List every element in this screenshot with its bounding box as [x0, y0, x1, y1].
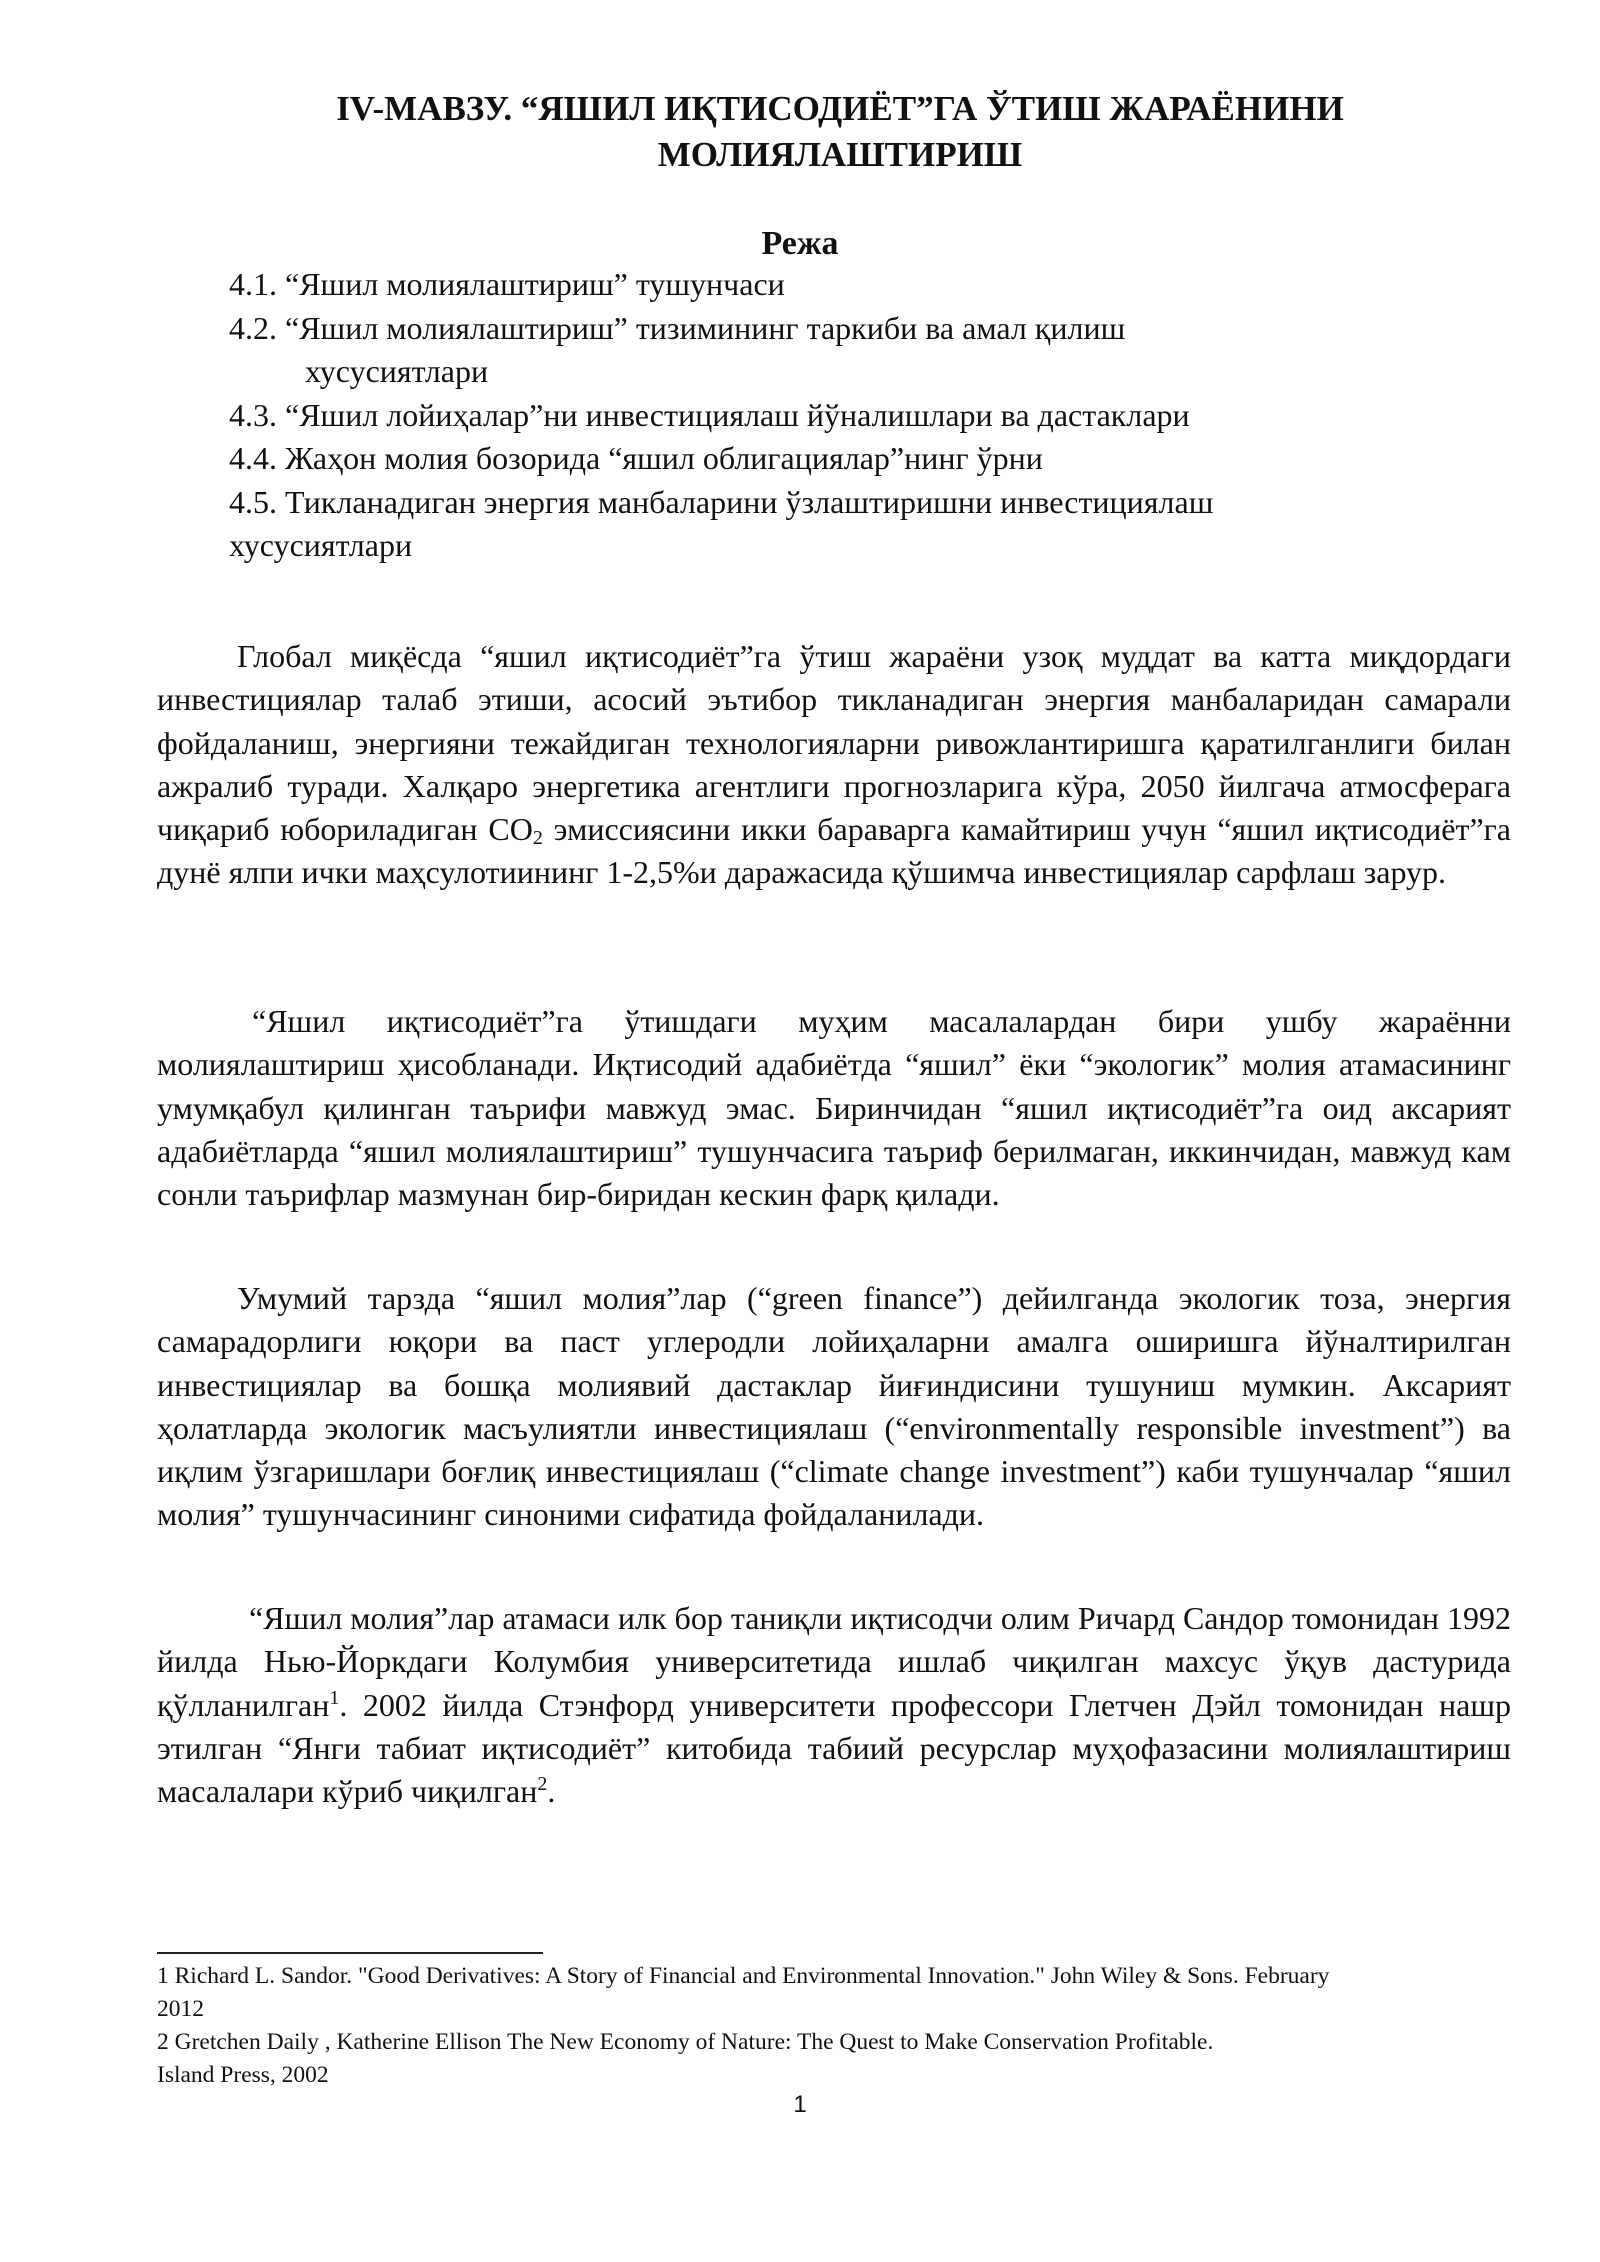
- page-number: 1: [793, 2091, 807, 2118]
- footnote-2-line-2: Island Press, 2002: [157, 2062, 329, 2088]
- paragraph-1: [157, 635, 1511, 895]
- paragraph-1-text: Глобал миқёсда “яшил иқтисодиёт”га ўтиш жараёни узоқ муддат ва катта миқдордаги инвестициялар талаб этиши, асосий эътибор тикланадиган энергия манбаларидан самарали фойдаланиш, энергияни тежайдиган технологияларни ривожлантиришга қаратилганлиги билан ажралиб туради. Халқаро энергетика агентлиги прогнозларига кўра, 2050 йилгача атмосферага чиқариб юбориладиган CO: [157, 638, 1511, 848]
- paragraph-4-text: “Яшил молия”лар атамаси илк бор таниқли иқтисодчи олим Ричард Сандор томонидан 1992 йилда Нью-Йоркдаги Колумбия университетида ишлаб чиқилган махсус ўқув дастурида қўлланилган: [157, 1600, 1511, 1723]
- footnotes: [157, 1960, 1527, 2092]
- co2-subscript: 2: [532, 827, 543, 850]
- plan-item-4-1: [229, 263, 1349, 307]
- plan-item-text: 4.2. “Яшил молиялаштириш” тизимининг таркиби ва амал қилиш: [229, 309, 1126, 346]
- title-line-2: МОЛИЯЛАШТИРИШ: [657, 135, 1023, 174]
- footnote-ref-1[interactable]: 1: [329, 1686, 340, 1709]
- plan-item-4-3: [229, 394, 1349, 438]
- plan-item-4-2: [229, 307, 1349, 394]
- plan-item-text: 4.1. “Яшил молиялаштириш” тушунчаси: [229, 266, 785, 302]
- plan-item-4-5: [229, 481, 1349, 568]
- plan-list: [229, 263, 1349, 568]
- plan-item-text: 4.4. Жаҳон молия бозорида “яшил облигациялар”нинг ўрни: [229, 440, 1043, 476]
- plan-item-text: 4.3. “Яшил лойиҳалар”ни инвестициялаш йўналишлари ва дастаклари: [229, 396, 1190, 433]
- plan-item-continuation: хусусиятлари: [305, 353, 489, 389]
- paragraph-4-text-end: .: [547, 1773, 556, 1810]
- title-line-1: IV-МАВЗУ. “ЯШИЛ ИҚТИСОДИЁТ”ГА ЎТИШ ЖАРАЁНИНИ: [336, 89, 1344, 128]
- plan-item-text: 4.5. Тикланадиган энергия манбаларини ўзлаштиришни инвестициялаш хусусиятлари: [229, 483, 1214, 563]
- plan-heading: Режа: [761, 225, 839, 262]
- footnote-1-line-2: 2012: [157, 1996, 204, 2022]
- plan-item-4-4: [229, 437, 1349, 481]
- paragraph-2: “Яшил иқтисодиёт”га ўтишдаги муҳим масалалардан бири ушбу жараённи молиялаштириш ҳисобланади. Иқтисодий адабиётда “яшил” ёки “экологик” молия атамасининг умумқабул қилинган таърифи мавжуд эмас. Биринчидан “яшил иқтисодиёт”га оид аксарият адабиётларда “яшил молиялаштириш” тушунчасига таъриф берилмаган, иккинчидан, мавжуд кам сонли таърифлар мазмунан бир-биридан кескин фарқ қилади.: [157, 1003, 1511, 1213]
- paragraph-3: Умумий тарзда “яшил молия”лар (“green finance”) дейилганда экологик тоза, энергия самарадорлиги юқори ва паст углеродли лойиҳаларни амалга оширишга йўналтирилган инвестициялар ва бошқа молиявий дастаклар йиғиндисини тушуниш мумкин. Аксарият ҳолатларда экологик масъулиятли инвестициялаш (“environmentally responsible investment”) ва иқлим ўзгаришлари боғлиқ инвестициялаш (“climate change investment”) каби тушунчалар “яшил молия” тушунчасининг синоними сифатида фойдаланилади.: [157, 1280, 1511, 1533]
- paragraph-4: [157, 1597, 1511, 1813]
- footnote-divider: [157, 1952, 543, 1954]
- footnote-1-line-1: 1 Richard L. Sandor. "Good Derivatives: A Story of Financial and Environmental Innovation." John Wiley & Sons. February: [157, 1963, 1330, 1989]
- paragraph-4-text-cont: . 2002 йилда Стэнфорд университети профессори Глетчен Дэйл томонидан нашр этилган “Янги табиат иқтисодиёт” китобида табиий ресурслар муҳофазасини молиялаштириш масалалари кўриб чиқилган: [157, 1686, 1511, 1810]
- footnote-2-line-1: 2 Gretchen Daily , Katherine Ellison The New Economy of Nature: The Quest to Make Conservation Profitable.: [157, 2029, 1214, 2055]
- paragraph-1-text-cont: эмиссиясини икки бараварга камайтириш учун “яшил иқтисодиёт”га дунё ялпи ички маҳсулотиининг 1-2,5%и даражасида қўшимча инвестициялар сарфлаш зарур.: [157, 811, 1512, 891]
- page-title: [200, 86, 1480, 178]
- footnote-ref-2[interactable]: 2: [537, 1773, 548, 1796]
